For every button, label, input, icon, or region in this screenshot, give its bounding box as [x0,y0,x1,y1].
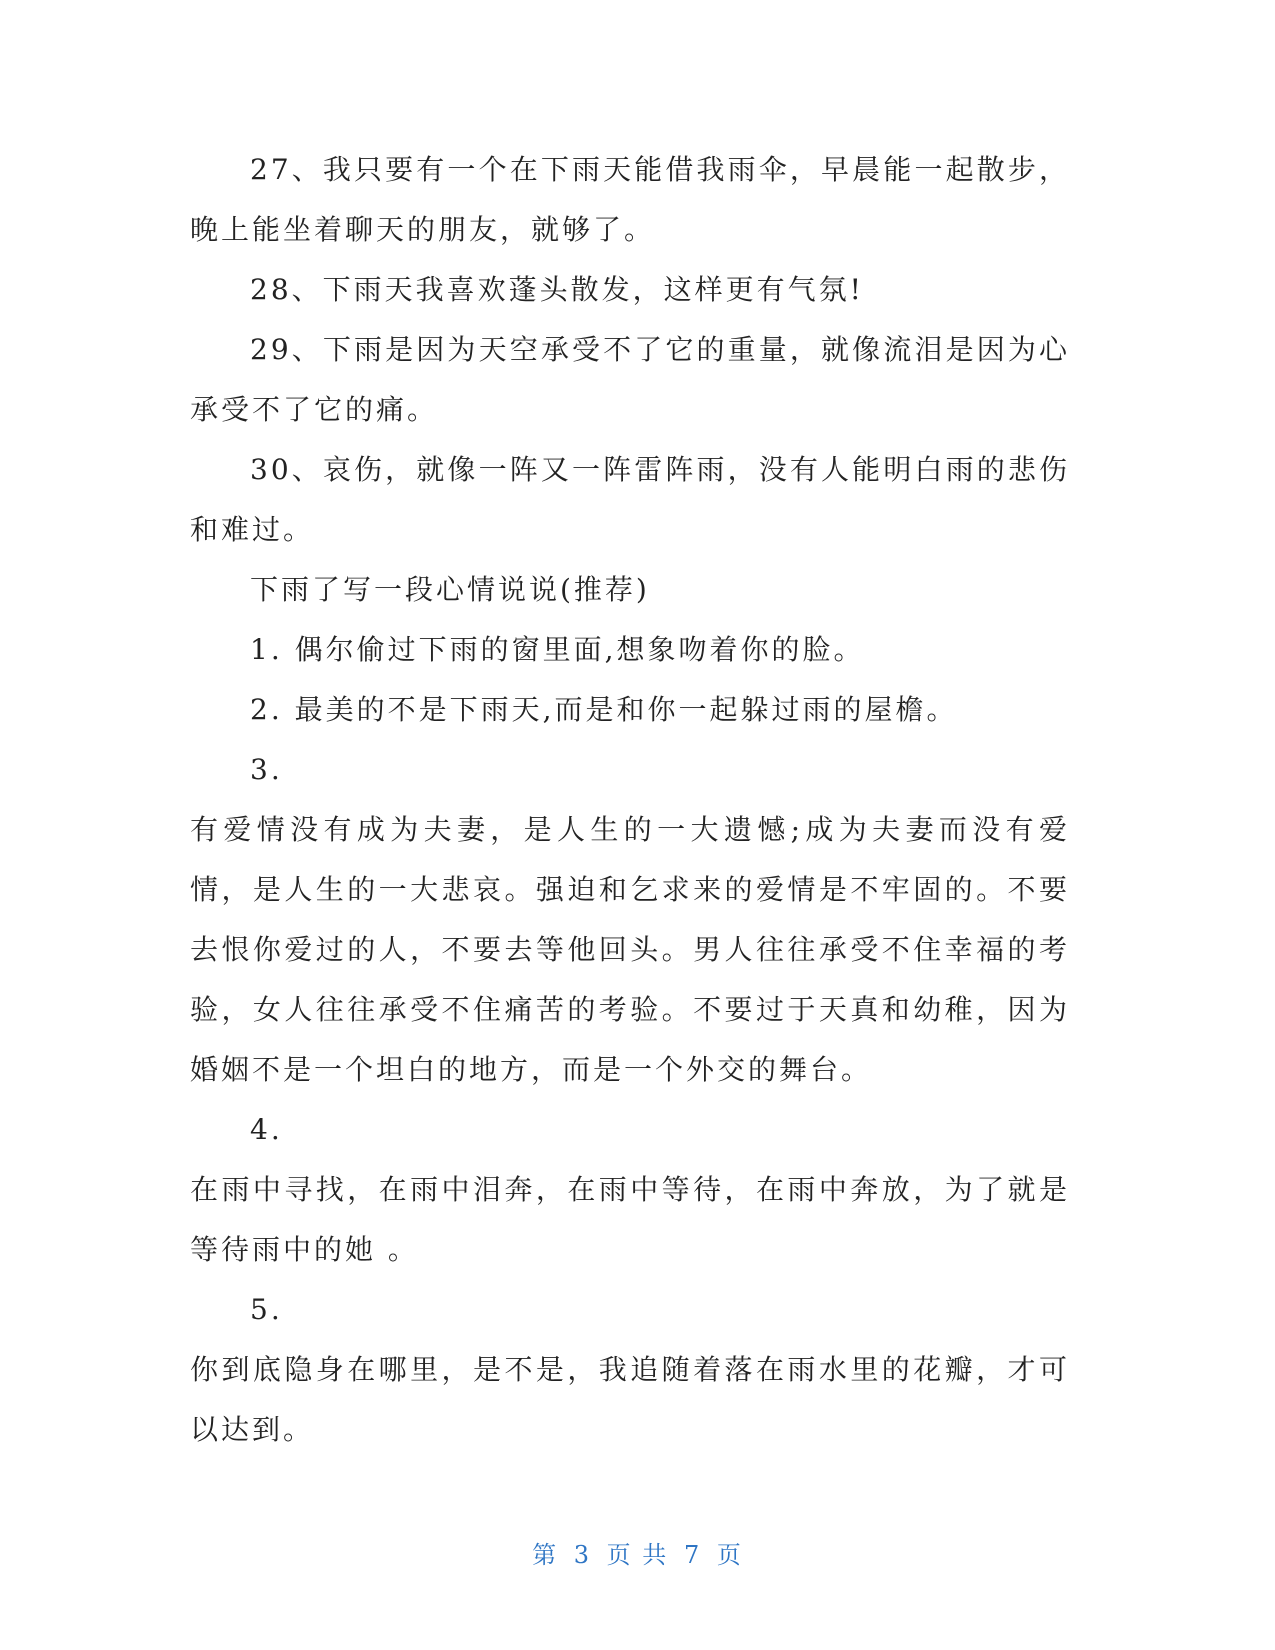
footer-total-pages: 7 [683,1541,702,1569]
list-item-4-text: 在雨中寻找，在雨中泪奔，在雨中等待，在雨中奔放，为了就是等待雨中的她 。 [190,1173,1070,1266]
paragraph-27: 27、我只要有一个在下雨天能借我雨伞，早晨能一起散步，晚上能坐着聊天的朋友，就够了。 [190,153,1070,246]
list-number-5: 5. [250,1293,283,1326]
footer-middle: 页 共 [606,1541,669,1569]
paragraph-28: 28、下雨天我喜欢蓬头散发，这样更有气氛! [250,273,864,306]
footer-page-number: 3 [573,1541,592,1569]
list-item-3-text: 有爱情没有成为夫妻，是人生的一大遗憾;成为夫妻而没有爱情，是人生的一大悲哀。强迫和乞求来的爱情是不牢固的。不要去恨你爱过的人，不要去等他回头。男人往往承受不住幸福的考验，女人往往承受不住痛苦的考验。不要过于天真和幼稚，因为婚姻不是一个坦白的地方，而是一个外交的舞台。 [190,813,1070,1086]
footer-prefix: 第 [532,1541,559,1569]
paragraph-29: 29、下雨是因为天空承受不了它的重量，就像流泪是因为心承受不了它的痛。 [190,333,1070,426]
list-item-5-text: 你到底隐身在哪里，是不是，我追随着落在雨水里的花瓣，才可以达到。 [190,1353,1070,1446]
document-body [190,140,1070,1460]
paragraph-30: 30、哀伤，就像一阵又一阵雷阵雨，没有人能明白雨的悲伤和难过。 [190,453,1070,546]
list-item-2: 2. 最美的不是下雨天,而是和你一起躲过雨的屋檐。 [250,693,958,726]
page-footer [0,1535,1275,1570]
footer-suffix: 页 [716,1541,743,1569]
list-number-4: 4. [250,1113,283,1146]
list-item-1: 1. 偶尔偷过下雨的窗里面,想象吻着你的脸。 [250,633,865,666]
list-number-3: 3. [250,753,283,786]
section-heading: 下雨了写一段心情说说(推荐) [250,573,650,606]
